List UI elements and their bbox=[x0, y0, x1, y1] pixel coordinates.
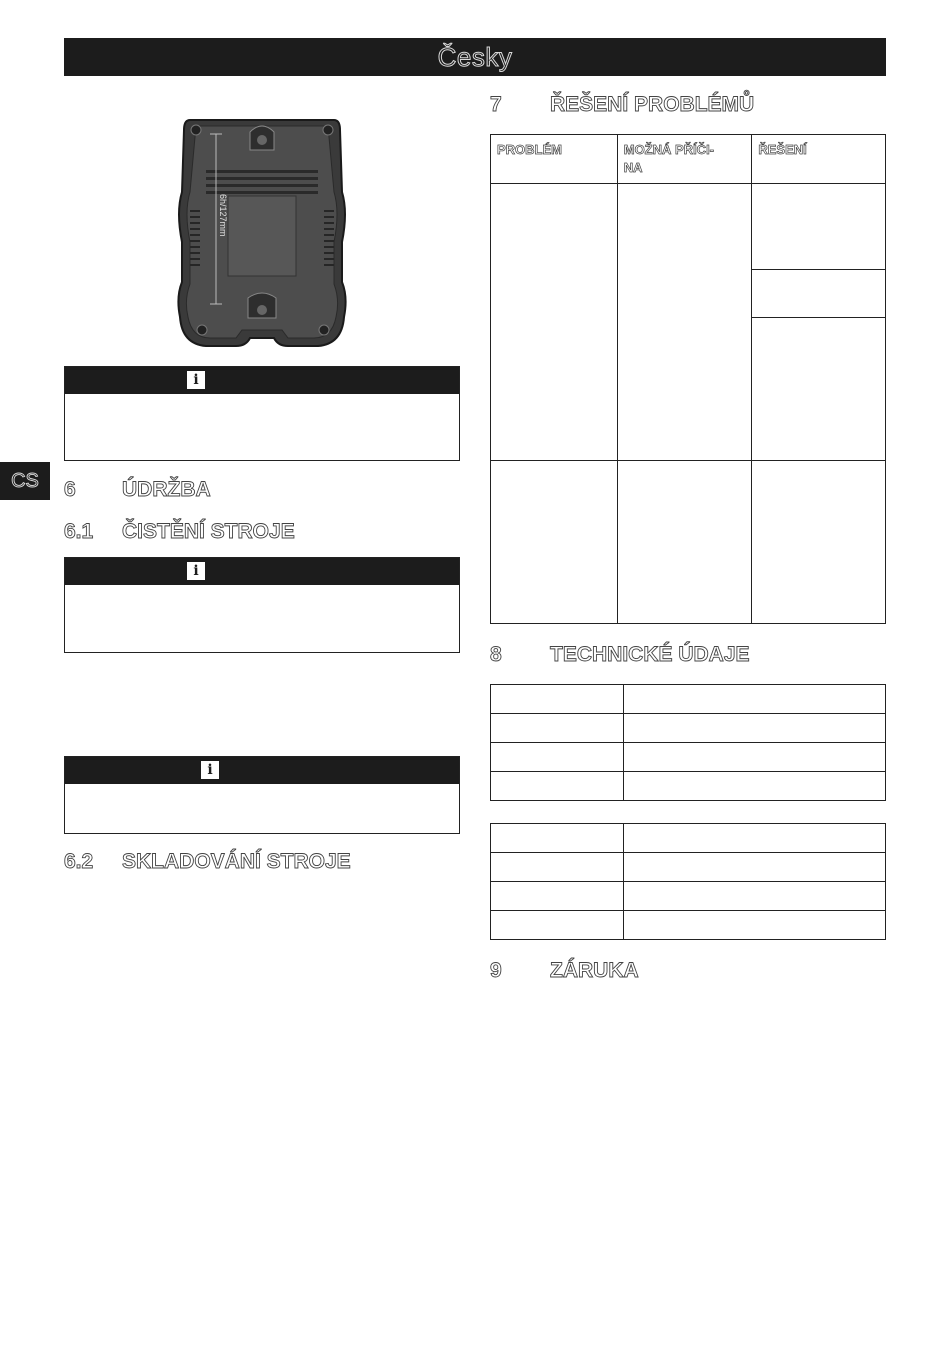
section-6-1-heading bbox=[64, 520, 295, 544]
table-cell bbox=[617, 184, 752, 461]
info-icon: i bbox=[187, 562, 205, 580]
table-row bbox=[491, 461, 886, 624]
table-row bbox=[491, 882, 886, 911]
problems-table bbox=[490, 134, 886, 624]
table-cell bbox=[491, 772, 624, 801]
table-cell bbox=[491, 911, 624, 940]
table-cell bbox=[623, 853, 885, 882]
table-row bbox=[491, 685, 886, 714]
charger-illustration bbox=[176, 112, 348, 352]
info-icon: i bbox=[187, 371, 205, 389]
table-cell bbox=[491, 882, 624, 911]
table-cell bbox=[752, 461, 886, 624]
column-header-solution: ŘEŠENÍ bbox=[752, 135, 886, 184]
table-cell bbox=[491, 853, 624, 882]
info-note-1 bbox=[64, 366, 460, 461]
table-cell bbox=[491, 461, 618, 624]
section-8-heading bbox=[490, 643, 750, 667]
table-row bbox=[491, 911, 886, 940]
info-note-3 bbox=[64, 756, 460, 834]
table-row bbox=[491, 853, 886, 882]
table-cell bbox=[623, 882, 885, 911]
dimension-label: 6h/127mm bbox=[218, 194, 228, 237]
info-note-bar bbox=[65, 367, 459, 394]
section-number: 6.2 bbox=[64, 850, 94, 873]
section-title: SKLADOVÁNÍ STROJE bbox=[122, 850, 351, 873]
table-cell bbox=[623, 714, 885, 743]
table-cell bbox=[491, 714, 624, 743]
section-9-heading bbox=[490, 959, 639, 983]
table-row bbox=[491, 772, 886, 801]
page-header-bar bbox=[64, 38, 886, 76]
table-cell bbox=[617, 461, 752, 624]
table-row bbox=[491, 184, 886, 270]
info-note-bar bbox=[65, 757, 459, 784]
info-note-2 bbox=[64, 557, 460, 653]
technical-data-table-1 bbox=[490, 684, 886, 801]
language-tab bbox=[0, 462, 50, 500]
section-number: 7 bbox=[490, 93, 502, 116]
column-header-cause: MOŽNÁ PŘÍČI- NA bbox=[617, 135, 752, 184]
section-title: ZÁRUKA bbox=[550, 959, 639, 982]
section-number: 6 bbox=[64, 478, 76, 501]
section-number: 6.1 bbox=[64, 520, 94, 543]
section-number: 9 bbox=[490, 959, 502, 982]
section-title: ŘEŠENÍ PROBLÉMŮ bbox=[550, 93, 755, 116]
table-cell bbox=[623, 824, 885, 853]
table-cell bbox=[491, 184, 618, 461]
info-icon: i bbox=[201, 761, 219, 779]
table-row bbox=[491, 714, 886, 743]
table-row bbox=[491, 824, 886, 853]
section-title: TECHNICKÉ ÚDAJE bbox=[550, 643, 750, 666]
table-cell bbox=[491, 824, 624, 853]
column-header-problem: PROBLÉM bbox=[491, 135, 618, 184]
section-title: ÚDRŽBA bbox=[122, 478, 211, 501]
table-cell bbox=[623, 743, 885, 772]
table-row bbox=[491, 743, 886, 772]
section-number: 8 bbox=[490, 643, 502, 666]
info-note-bar bbox=[65, 558, 459, 585]
table-cell bbox=[623, 685, 885, 714]
table-cell bbox=[623, 911, 885, 940]
section-6-heading bbox=[64, 478, 211, 502]
table-cell bbox=[752, 184, 886, 270]
table-cell bbox=[623, 772, 885, 801]
table-header-row bbox=[491, 135, 886, 184]
section-6-2-heading bbox=[64, 850, 351, 874]
table-cell bbox=[491, 743, 624, 772]
table-cell bbox=[491, 685, 624, 714]
section-7-heading bbox=[490, 93, 754, 117]
technical-data-table-2 bbox=[490, 823, 886, 940]
section-title: ČISTĚNÍ STROJE bbox=[122, 520, 295, 543]
language-tab-label: CS bbox=[11, 469, 39, 492]
page-title: Česky bbox=[437, 41, 513, 72]
table-cell bbox=[752, 318, 886, 461]
table-cell bbox=[752, 270, 886, 318]
